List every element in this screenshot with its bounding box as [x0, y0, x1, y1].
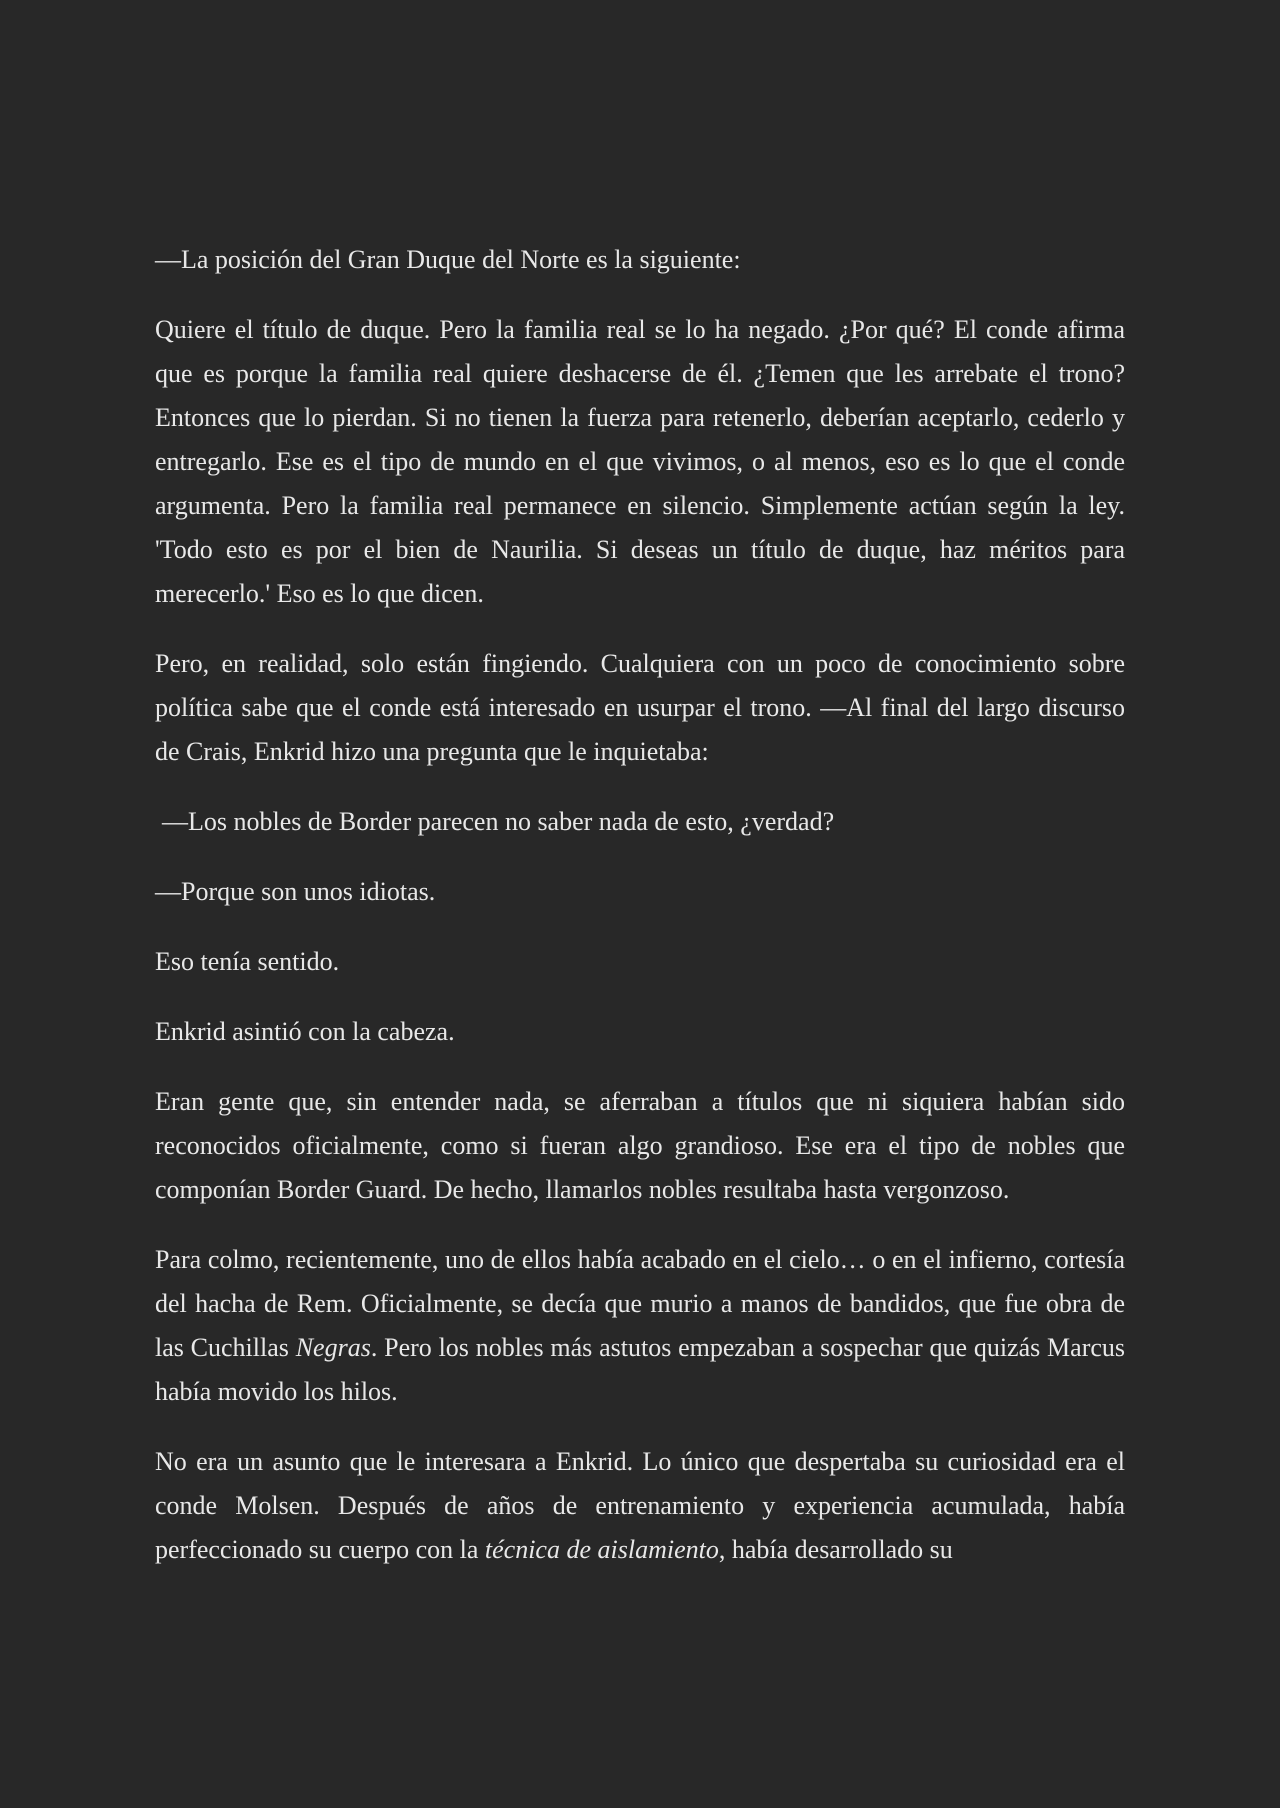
paragraph-10 — [155, 1440, 1125, 1572]
paragraph-7: Enkrid asintió con la cabeza. — [155, 1017, 455, 1046]
paragraph-9-text-before: Para colmo, recientemente, uno de ellos había acabado en el cielo… o en el infierno, cortesía del hacha de Rem. Oficialmente, se decía que murio a manos de bandidos, que fue obra de las Cuchillas — [155, 1245, 1125, 1362]
paragraph-4: —Los nobles de Border parecen no saber nada de esto, ¿verdad? — [162, 807, 835, 836]
paragraph-9-text-after: . Pero los nobles más astutos empezaban a sospechar que quizás Marcus había movido los hilos. — [155, 1333, 1126, 1406]
paragraph-1: —La posición del Gran Duque del Norte es la siguiente: — [155, 245, 741, 274]
paragraph-6: Eso tenía sentido. — [155, 947, 340, 976]
paragraph-10-italic: técnica de aislamiento — [484, 1535, 719, 1564]
paragraph-2: Quiere el título de duque. Pero la familia real se lo ha negado. ¿Por qué? El conde afirma que es porque la familia real quiere deshacerse de él. ¿Temen que les arrebate el trono? Entonces que lo pierdan. Si no tienen la fuerza para retenerlo, deberían aceptarlo, cederlo y entregarlo. Ese es el tipo de mundo en el que vivimos, o al menos, eso es lo que el conde argumenta. Pero la familia real permanece en silencio. Simplemente actúan según la ley. 'Todo esto es por el bien de Naurilia. Si deseas un título de duque, haz méritos para merecerlo.' Eso es lo que dicen. — [155, 315, 1125, 608]
paragraph-10-text-after: , había desarrollado su — [718, 1535, 953, 1564]
reader-page — [155, 238, 1125, 1598]
paragraph-5: —Porque son unos idiotas. — [155, 877, 436, 906]
paragraph-9 — [155, 1238, 1125, 1414]
paragraph-9-italic: Negras — [295, 1333, 371, 1362]
paragraph-8: Eran gente que, sin entender nada, se aferraban a títulos que ni siquiera habían sido reconocidos oficialmente, como si fueran algo grandioso. Ese era el tipo de nobles que componían Border Guard. De hecho, llamarlos nobles resultaba hasta vergonzoso. — [155, 1087, 1125, 1204]
paragraph-3: Pero, en realidad, solo están fingiendo. Cualquiera con un poco de conocimiento sobre política sabe que el conde está interesado en usurpar el trono. —Al final del largo discurso de Crais, Enkrid hizo una pregunta que le inquietaba: — [155, 649, 1125, 766]
paragraph-10-text-before: No era un asunto que le interesara a Enkrid. Lo único que despertaba su curiosidad era el conde Molsen. Después de años de entrenamiento y experiencia acumulada, había perfeccionado su cuerpo con la — [155, 1447, 1125, 1564]
